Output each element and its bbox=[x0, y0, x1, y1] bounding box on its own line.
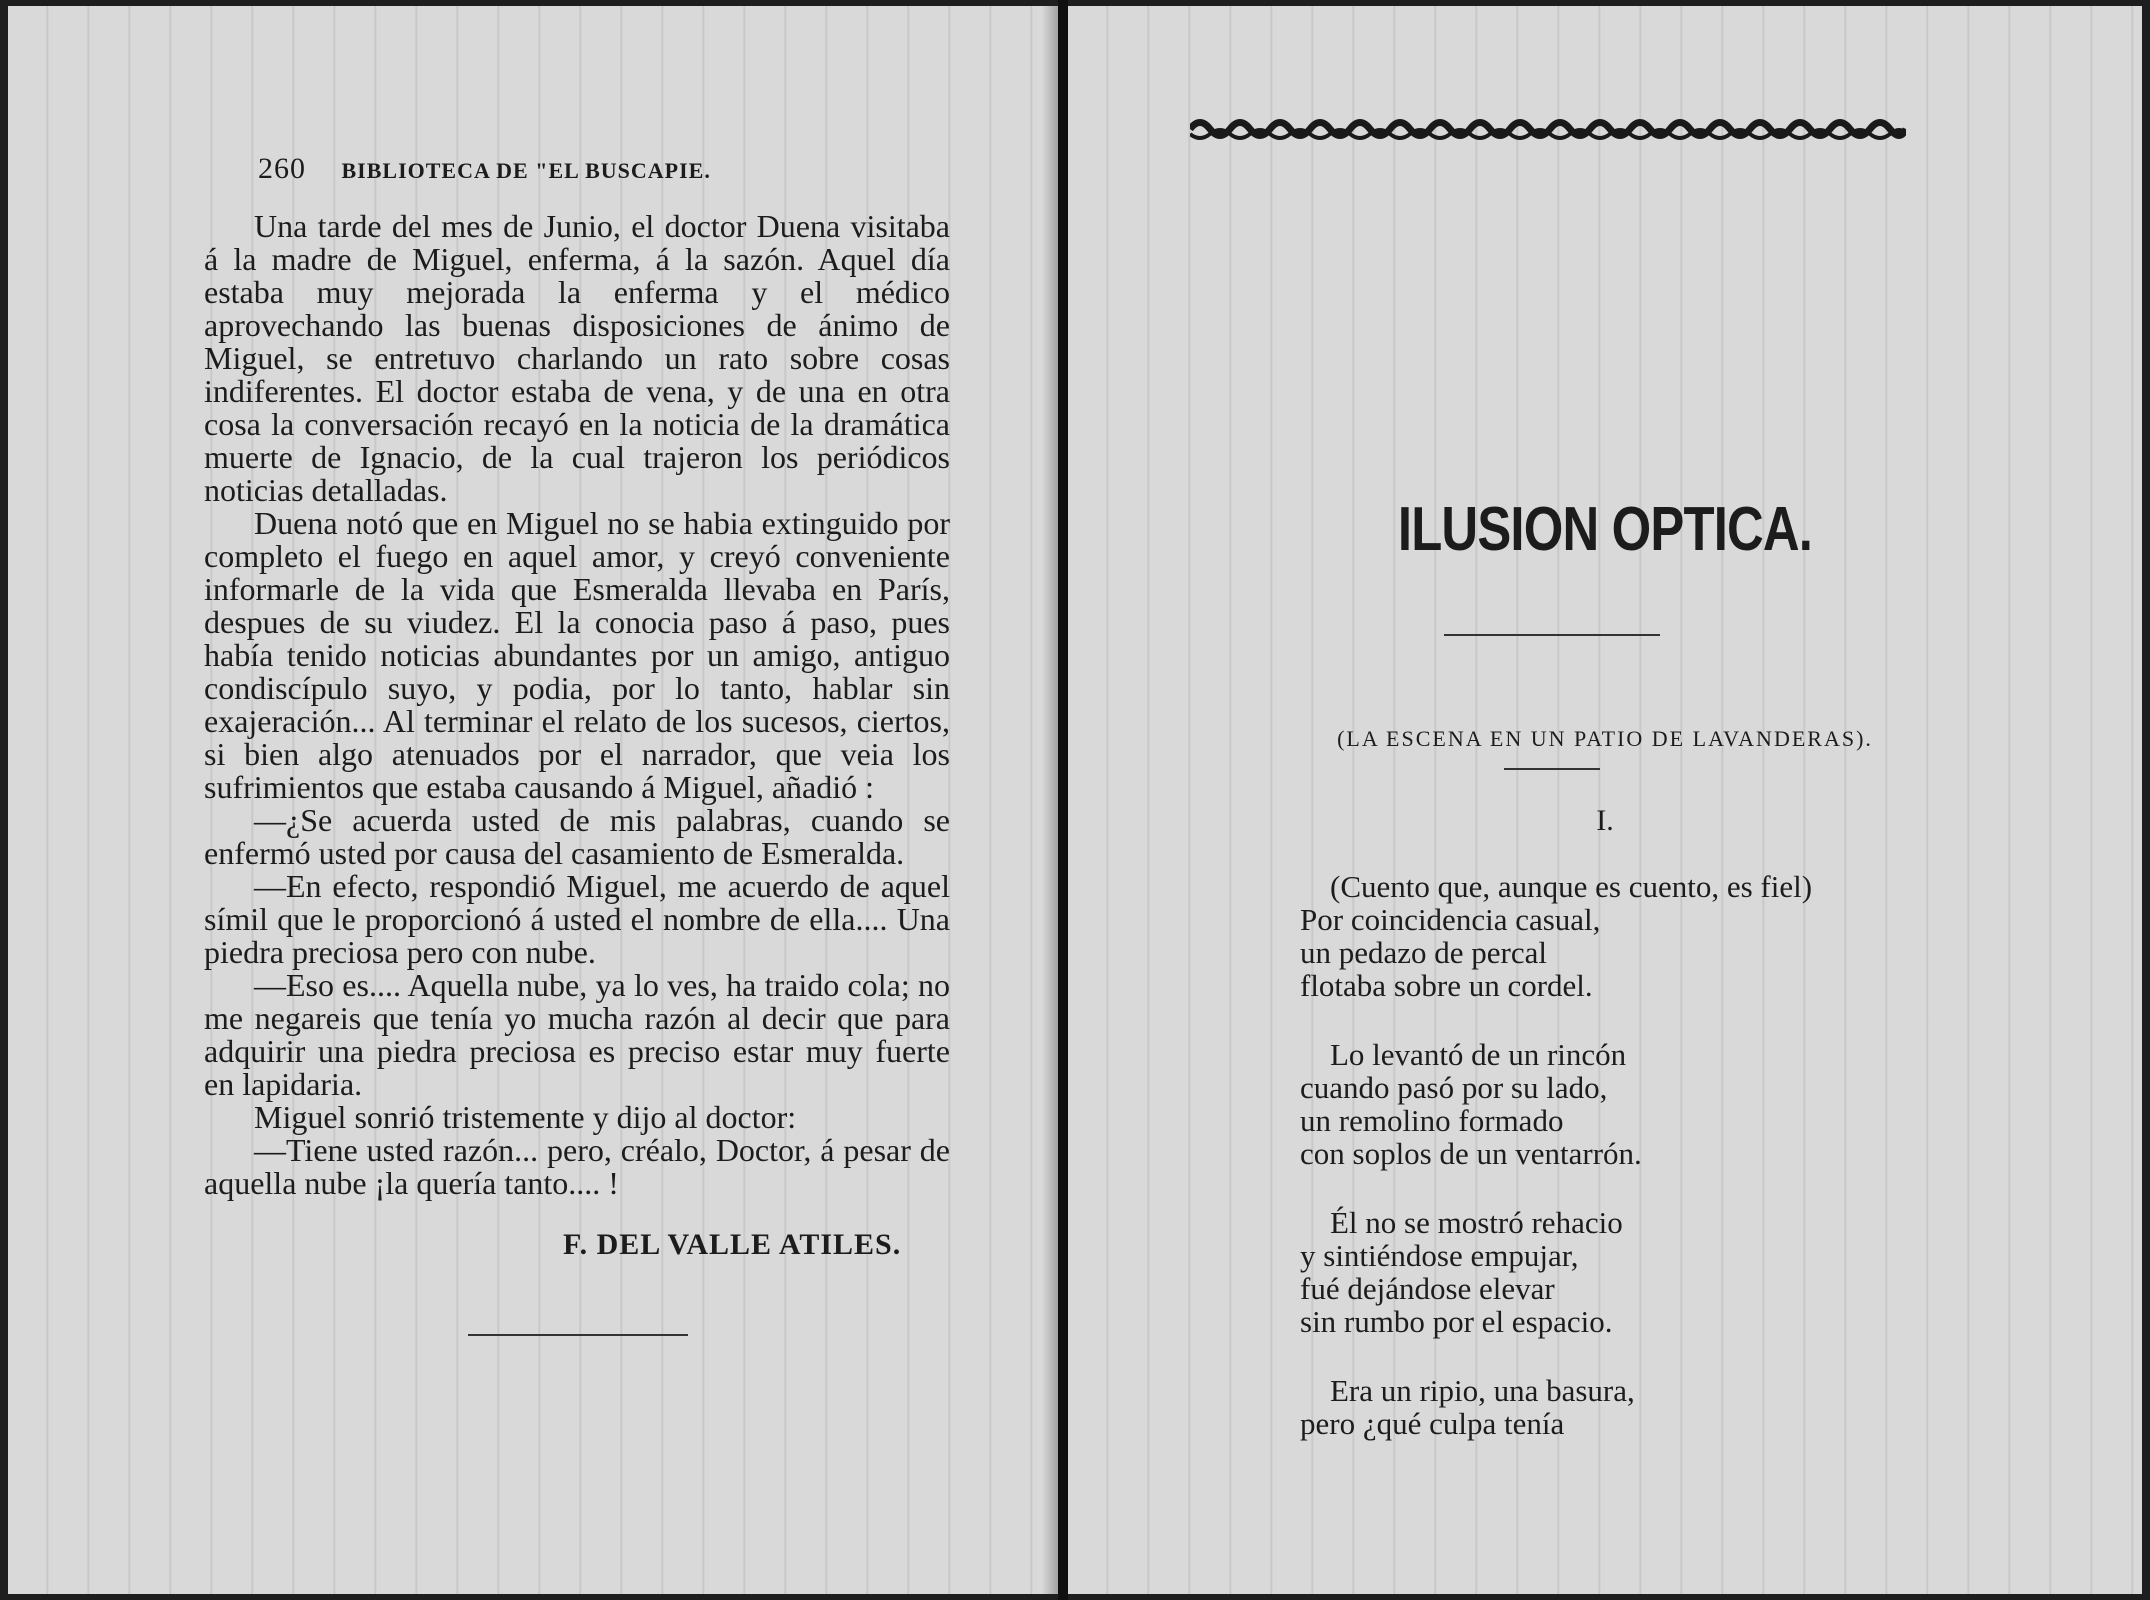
chapter-subtitle: (LA ESCENA EN UN PATIO DE LAVANDERAS). bbox=[1337, 726, 1873, 751]
gutter bbox=[1058, 0, 1068, 1600]
stanza bbox=[1300, 1038, 1860, 1170]
verse-line: y sintiéndose empujar, bbox=[1300, 1238, 1579, 1273]
verse-line: Por coincidencia casual, bbox=[1300, 902, 1601, 937]
verse-line: Era un ripio, una basura, bbox=[1330, 1373, 1635, 1408]
verse-line: sin rumbo por el espacio. bbox=[1300, 1304, 1613, 1339]
end-rule bbox=[468, 1334, 688, 1336]
running-title: BIBLIOTECA DE "EL BUSCAPIE. bbox=[341, 158, 711, 183]
page-number: 260 bbox=[258, 152, 306, 185]
right-page bbox=[1068, 6, 2142, 1594]
ornament-band bbox=[1190, 116, 1906, 142]
stanza bbox=[1300, 1374, 1860, 1440]
stanza bbox=[1300, 1206, 1860, 1338]
verse-line: fué dejándose elevar bbox=[1300, 1271, 1555, 1306]
left-page bbox=[8, 6, 1058, 1594]
verse-line: Él no se mostró rehacio bbox=[1330, 1205, 1623, 1240]
verse-line: pero ¿qué culpa tenía bbox=[1300, 1406, 1565, 1441]
gutter-shadow bbox=[1042, 6, 1058, 1594]
verse-line: un pedazo de percal bbox=[1300, 935, 1548, 970]
verse-line: cuando pasó por su lado, bbox=[1300, 1070, 1608, 1105]
paragraph: Una tarde del mes de Junio, el doctor Duena visitaba á la madre de Miguel, enferma, á la sazón. Aquel día estaba muy mejorada la enferma y el médico aprovechando las buenas disposiciones de ánimo de Miguel, se entretuvo charlando un rato sobre cosas indiferentes. El doctor estaba de vena, y de una en otra cosa la conversación recayó en la noticia de la dramática muerte de Ignacio, de la cual trajeron los periódicos noticias detalladas. bbox=[204, 208, 950, 508]
prose-body bbox=[204, 210, 950, 1200]
paragraph: —¿Se acuerda usted de mis palabras, cuando se enfermó usted por causa del casamiento de Esmeralda. bbox=[204, 802, 950, 871]
poem bbox=[1300, 870, 1860, 1476]
chapter-title: ILUSION OPTICA. bbox=[1397, 495, 1813, 564]
paragraph: —En efecto, respondió Miguel, me acuerdo de aquel símil que le proporcionó á usted el nombre de ella.... Una piedra preciosa pero con nube. bbox=[204, 868, 950, 970]
paragraph: Miguel sonrió tristemente y dijo al doctor: bbox=[254, 1099, 797, 1135]
paragraph: —Tiene usted razón... pero, créalo, Doctor, á pesar de aquella nube ¡la quería tanto.... ! bbox=[204, 1132, 950, 1201]
subtitle-rule bbox=[1504, 768, 1600, 770]
verse-line: con soplos de un ventarrón. bbox=[1300, 1136, 1642, 1171]
paragraph: —Eso es.... Aquella nube, ya lo ves, ha traido cola; no me negareis que tenía yo mucha razón al decir que para adquirir una piedra preciosa es preciso estar muy fuerte en lapidaria. bbox=[204, 967, 950, 1102]
verse-line: un remolino formado bbox=[1300, 1103, 1564, 1138]
verse-line: flotaba sobre un cordel. bbox=[1300, 968, 1593, 1003]
title-rule bbox=[1444, 634, 1660, 636]
stanza bbox=[1300, 870, 1860, 1002]
verse-line: (Cuento que, aunque es cuento, es fiel) bbox=[1330, 869, 1813, 904]
verse-line: Lo levantó de un rincón bbox=[1330, 1037, 1627, 1072]
author-signature: F. DEL VALLE ATILES. bbox=[563, 1228, 902, 1261]
section-number: I. bbox=[1596, 804, 1614, 837]
paragraph: Duena notó que en Miguel no se habia extinguido por completo el fuego en aquel amor, y creyó conveniente informarle de la vida que Esmeralda llevaba en París, despues de su viudez. El la conocia paso á paso, pues había tenido noticias abundantes por un amigo, antiguo condiscípulo suyo, y podia, por lo tanto, hablar sin exajeración... Al terminar el relato de los sucesos, ciertos, si bien algo atenuados por el narrador, que veia los sufrimientos que estaba causando á Miguel, añadió : bbox=[204, 505, 950, 805]
running-head bbox=[258, 152, 711, 186]
